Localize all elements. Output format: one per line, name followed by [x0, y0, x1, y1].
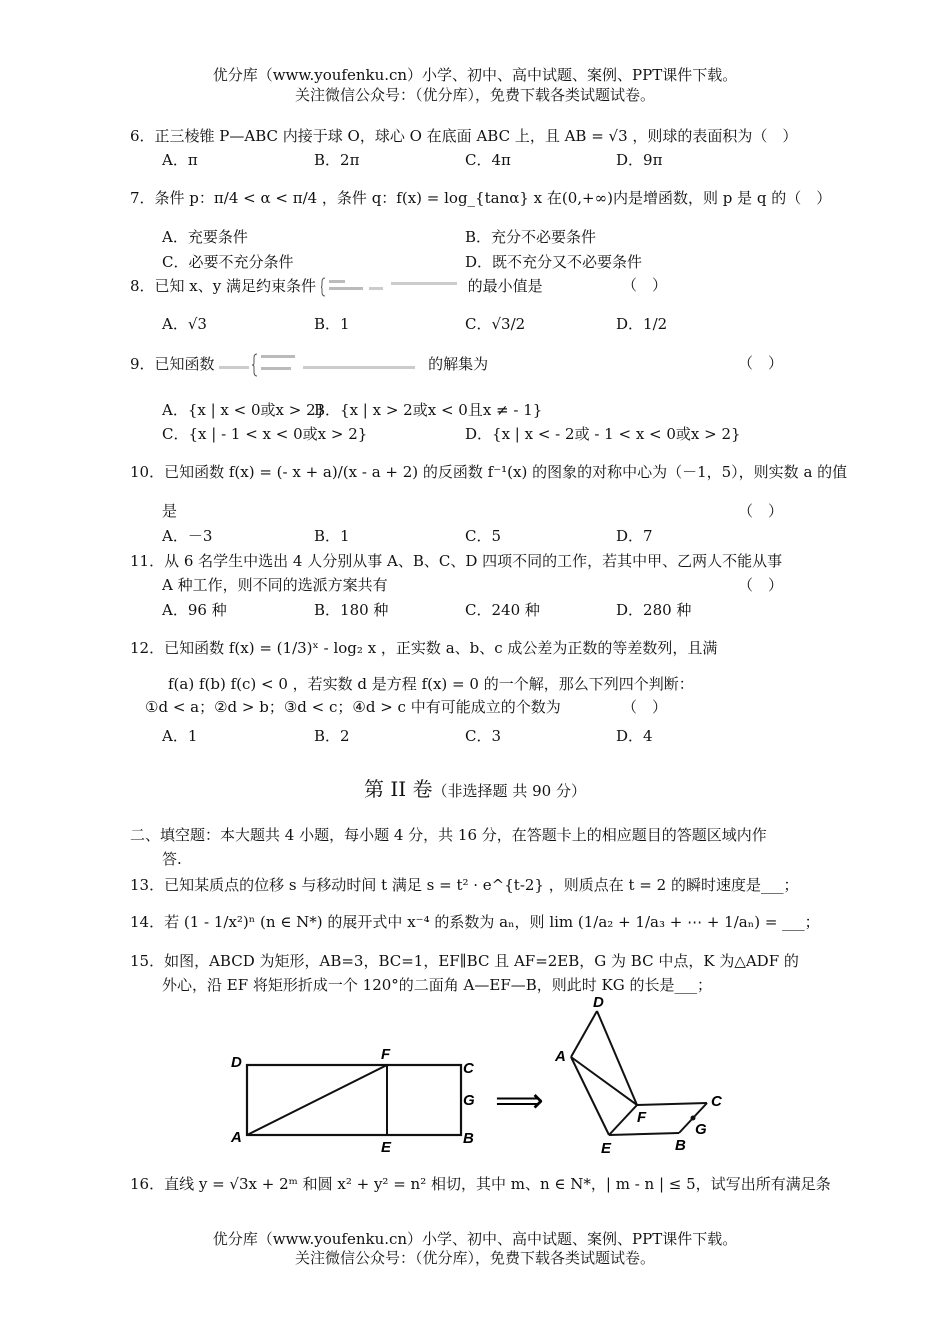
q6-option-a: A．π — [162, 151, 198, 169]
q15-figure — [225, 995, 745, 1160]
q6-option-d: D．9π — [616, 151, 663, 169]
q6-stem: 6．正三棱锥 P—ABC 内接于球 O，球心 O 在底面 ABC 上，且 AB = √3 ，则球的表面积为（ ） — [130, 127, 798, 145]
q11-option-d: D．280 种 — [616, 601, 692, 619]
q11-option-b: B．180 种 — [314, 601, 389, 619]
q9-piecewise-function — [219, 352, 423, 378]
rectangle-abcd-diagram — [230, 1046, 475, 1156]
left-label-c: C — [463, 1060, 474, 1077]
q11-option-a: A．96 种 — [162, 601, 227, 619]
q9-answer-paren: （ ） — [738, 354, 784, 372]
q9-stem — [130, 352, 835, 378]
q10-answer-paren: （ ） — [738, 502, 784, 520]
q8-option-a: A．√3 — [162, 315, 207, 333]
q8-option-b: B．1 — [314, 315, 350, 333]
q10-option-b: B．1 — [314, 527, 350, 545]
q12-option-a: A．1 — [162, 727, 198, 745]
q10-stem-cont: 是 — [162, 502, 178, 520]
right-label-a: A — [555, 1048, 566, 1065]
q8-option-d: D．1/2 — [616, 315, 668, 333]
q11-option-c: C．240 种 — [465, 601, 540, 619]
fold-arrow-icon: ⟹ — [495, 1081, 544, 1121]
q6-option-c: C．4π — [465, 151, 511, 169]
q9-option-c: C．{x | - 1 < x < 0或x > 2} — [162, 425, 368, 443]
right-label-c: C — [711, 1093, 722, 1110]
left-label-g: G — [463, 1092, 475, 1109]
q10-stem: 10．已知函数 f(x) = (- x + a)/(x - a + 2) 的反函数 f⁻¹(x) 的图象的对称中心为（－1，5），则实数 a 的值 — [130, 463, 848, 481]
q9-stem-start: 9．已知函数 — [130, 355, 215, 373]
q10-option-a: A．－3 — [162, 527, 213, 545]
q11-stem-cont: A 种工作，则不同的选派方案共有 — [162, 576, 388, 594]
q7-option-b: B．充分不必要条件 — [465, 228, 597, 246]
left-label-d: D — [231, 1054, 242, 1071]
section-2-title — [0, 773, 950, 802]
header-line-2: 关注微信公众号：（优分库），免费下载各类试题试卷。 — [294, 86, 655, 104]
section-2-heading-cont: 答. — [162, 850, 182, 868]
footer-line-2: 关注微信公众号：（优分库），免费下载各类试题试卷。 — [294, 1249, 655, 1267]
q12-stem: 12．已知函数 f(x) = (1/3)ˣ - log₂ x ，正实数 a、b、c 成公差为正数的等差数列，且满 — [130, 639, 718, 657]
q7-option-d: D．既不充分又不必要条件 — [465, 253, 643, 271]
q8-answer-paren: （ ） — [622, 276, 668, 294]
q8-option-c: C．√3/2 — [465, 315, 526, 333]
right-label-f: F — [637, 1109, 647, 1126]
q8-stem-end: 的最小值是 — [467, 277, 543, 295]
q15-stem-cont: 外心，沿 EF 将矩形折成一个 120°的二面角 A—EF—B，则此时 KG 的长是___； — [162, 976, 712, 994]
section-2-title-main: 第 II 卷 — [364, 777, 433, 801]
section-2-subtitle: （非选择题 共 90 分） — [432, 782, 586, 800]
q12-answer-paren: （ ） — [622, 698, 668, 716]
q16-stem: 16．直线 y = √3x + 2ᵐ 和圆 x² + y² = n² 相切，其中 m、n ∈ N*，| m - n | ≤ 5，试写出所有满足条 — [130, 1175, 831, 1193]
q9-option-a: A．{x | x < 0或x > 2} — [162, 401, 326, 419]
left-label-b: B — [463, 1130, 474, 1147]
q14-stem: 14．若 (1 - 1/x²)ⁿ (n ∈ N*) 的展开式中 x⁻⁴ 的系数为 aₙ，则 lim (1/a₂ + 1/a₃ + ⋯ + 1/aₙ) = ___； — [130, 913, 820, 931]
left-label-a: A — [231, 1129, 242, 1146]
q10-option-c: C．5 — [465, 527, 502, 545]
q12-line-2: f(a) f(b) f(c) < 0 ，若实数 d 是方程 f(x) = 0 的一个解，那么下列四个判断： — [168, 675, 694, 693]
q12-option-d: D．4 — [616, 727, 653, 745]
q11-answer-paren: （ ） — [738, 576, 784, 594]
q8-stem-start: 8．已知 x、y 满足约束条件 — [130, 277, 317, 295]
q11-stem: 11．从 6 名学生中选出 4 人分别从事 A、B、C、D 四项不同的工作，若其中甲、乙两人不能从事 — [130, 552, 783, 570]
right-label-d: D — [593, 995, 604, 1011]
left-label-e: E — [381, 1139, 392, 1156]
q15-stem: 15．如图，ABCD 为矩形，AB=3，BC=1，EF∥BC 且 AF=2EB，G 为 BC 中点，K 为△ADF 的 — [130, 952, 799, 970]
section-2-heading: 二、填空题：本大题共 4 小题，每小题 4 分，共 16 分，在答题卡上的相应题目的答题区域内作 — [130, 826, 767, 844]
q13-stem: 13．已知某质点的位移 s 与移动时间 t 满足 s = t² · e^{t-2} ，则质点在 t = 2 的瞬时速度是___； — [130, 876, 799, 894]
q7-option-c: C．必要不充分条件 — [162, 253, 294, 271]
folded-figure-diagram — [554, 995, 723, 1157]
q8-stem — [130, 274, 835, 298]
right-label-g: G — [695, 1121, 707, 1138]
q9-stem-end: 的解集为 — [428, 355, 489, 373]
q7-option-a: A．充要条件 — [162, 228, 248, 246]
header-line-1: 优分库（www.youfenku.cn）小学、初中、高中试题、案例、PPT课件下载。 — [212, 66, 738, 84]
q9-option-d: D．{x | x < - 2或 - 1 < x < 0或x > 2} — [465, 425, 741, 443]
q12-line-3: ①d < a；②d > b；③d < c；④d > c 中有可能成立的个数为 — [145, 698, 561, 716]
left-label-f: F — [381, 1046, 391, 1063]
q6-option-b: B．2π — [314, 151, 360, 169]
q12-option-b: B．2 — [314, 727, 350, 745]
footer-line-1: 优分库（www.youfenku.cn）小学、初中、高中试题、案例、PPT课件下载。 — [212, 1230, 738, 1248]
q9-option-b: B．{x | x > 2或x < 0且x ≠ - 1} — [314, 401, 543, 419]
q7-stem: 7．条件 p：π/4 < α < π/4 ，条件 q：f(x) = log_{tanα} x 在(0,+∞)内是增函数，则 p 是 q 的（ ） — [130, 189, 832, 207]
q10-option-d: D．7 — [616, 527, 653, 545]
q12-option-c: C．3 — [465, 727, 502, 745]
right-label-e: E — [601, 1140, 612, 1157]
q8-constraint-system — [321, 276, 463, 298]
right-label-b: B — [675, 1137, 686, 1154]
